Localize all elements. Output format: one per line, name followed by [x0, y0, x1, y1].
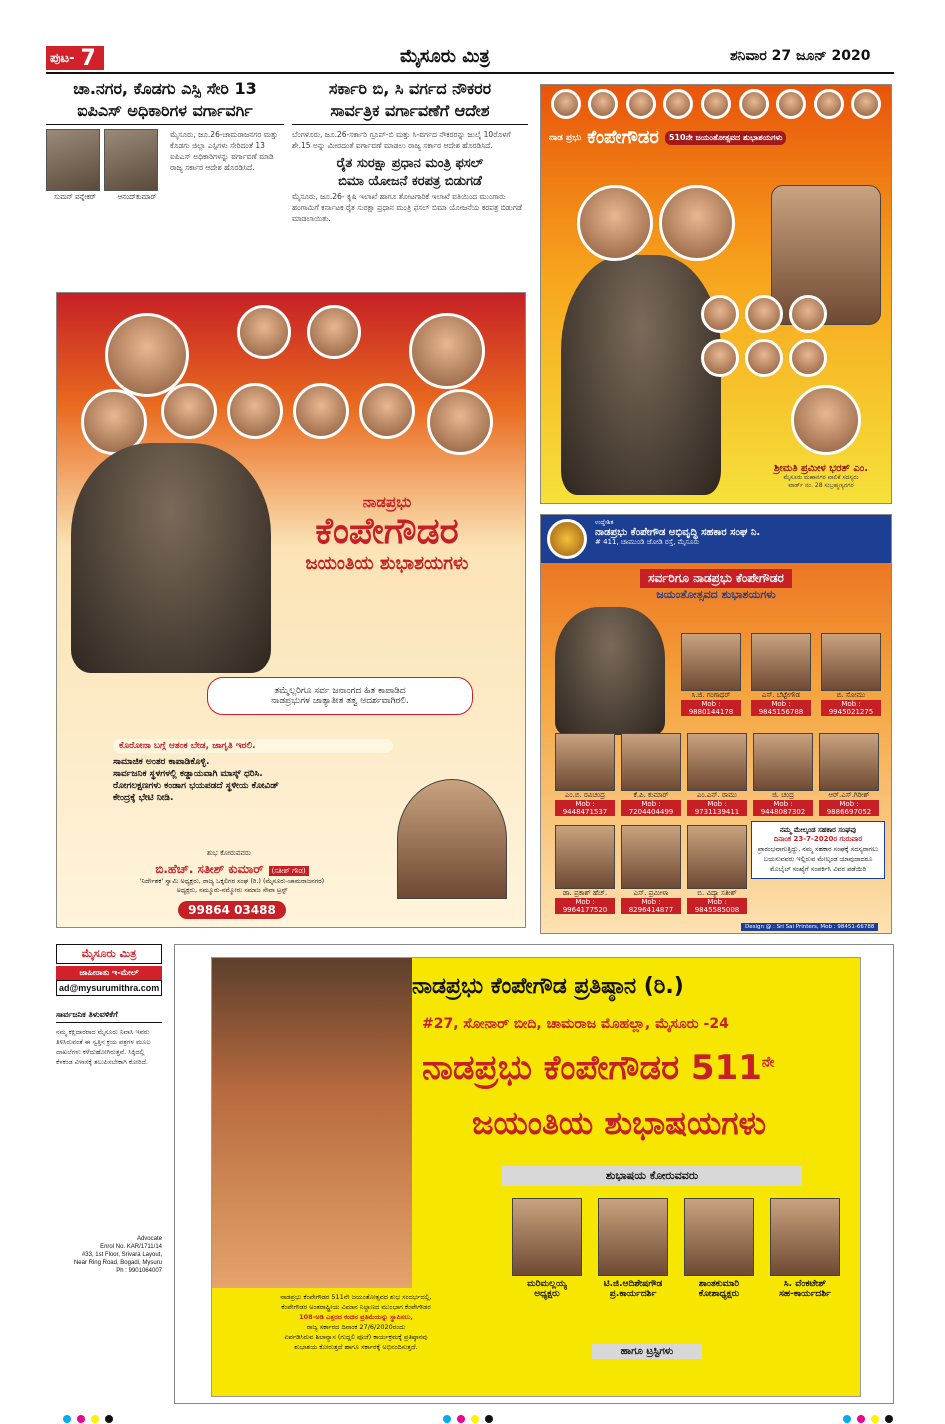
- advocate-enrol: Enrol No. KAR/1711/14: [100, 1244, 162, 1250]
- member-name: ಬಿ. ವಿದ್ಯಾ ಸತೀಶ್: [697, 889, 737, 897]
- ad-prefix: ನಾಡಪ್ರಭು: [362, 493, 412, 511]
- ad-subtitle: 510ನೇ ಜಯಂತೋತ್ಸವದ ಶುಭಾಶಯಗಳು: [665, 131, 787, 145]
- portrait: [551, 89, 581, 119]
- leader-portrait-large: [659, 185, 735, 261]
- member-name: ಜಿ. ಚಂದ್ರ: [772, 791, 794, 799]
- design-credit: Design @ : Sri Sai Printers, Mob : 98451-66788: [741, 923, 878, 931]
- kempegowda-statue-image: [561, 255, 721, 495]
- phone-badge: 99864 03488: [178, 901, 286, 919]
- portrait: [851, 89, 881, 119]
- article-body: ಬೆಂಗಳೂರು, ಜೂ.26-ಸರ್ಕಾರಿ ಗ್ರೂಪ್-ಬಿ ಮತ್ತು ಸಿ-ವರ್ಗದ ನೌಕರರನ್ನು ಜುಲೈ 10ರೊಳಗೆ ಶೇ.15 ಅನ್ನು ಮೀರದಂತೆ ವರ್ಗಾವಣೆ ಮಾಡಲು ರಾಜ್ಯ ಸರ್ಕಾರ ಆದೇಶ ಹೊರಡಿಸಿದೆ.: [292, 130, 511, 150]
- officer-photo-1: [46, 129, 100, 191]
- portrait: [745, 339, 783, 377]
- member-name: ಎಸ್. ಪ್ರಮೀಳಾ: [633, 889, 669, 897]
- kempegowda-statue-image: [555, 607, 665, 735]
- ad-title: ಸರ್ವರಿಗೂ ನಾಡಪ್ರಭು ಕೆಂಪೇಗೌಡರ: [640, 569, 792, 588]
- portrait: [663, 89, 693, 119]
- trustees-footer: ಹಾಗೂ ಟ್ರಸ್ಟಿಗಳು: [592, 1344, 702, 1359]
- ad-background: [211, 957, 861, 1397]
- advocate-address: Near Ring Road, Bogadi, Mysuru: [73, 1260, 162, 1266]
- greeter-label: ಶುಭ ಕೋರುವವರು: [207, 849, 251, 857]
- portrait: [409, 313, 485, 389]
- portrait: [701, 295, 739, 333]
- portrait: [237, 305, 291, 359]
- notice-date: ದಿನಾಂಕ 23-7-2020ರ ಗುರುವಾರ: [773, 835, 863, 843]
- greeter-nickname: (ಸತೀಶ್ ಗೌಡ): [269, 866, 309, 876]
- portrait: [161, 383, 217, 439]
- leaders-row: [541, 85, 891, 123]
- greeter-name: ಬಿ.ಹೆಚ್. ಸತೀಶ್ ಕುಮಾರ್: [155, 862, 264, 876]
- headline-line1: ಚಾ.ನಗರ, ಕೊಡಗು ಎಸ್ಪಿ ಸೇರಿ 13: [73, 79, 257, 98]
- description: [216, 1292, 496, 1352]
- ad-kempegowda-jayanti-center: [56, 292, 526, 928]
- member-photo: [687, 825, 747, 889]
- swamiji-portrait: [105, 313, 189, 397]
- portrait: [293, 383, 349, 439]
- ad-kempegowda-foundation-511: [174, 944, 894, 1404]
- member-photo: [821, 633, 881, 691]
- ad-prefix: ನಾಡ ಪ್ರಭು: [549, 132, 582, 143]
- covid-item: ಕೇಂದ್ರಕ್ಕೆ ಭೇಟಿ ನೀಡಿ.: [113, 793, 174, 803]
- member-name: ಎಂ.ಎನ್. ರಾಮು: [697, 791, 737, 799]
- greeter-role: 'ನಿರ್ದೇಶಕ' ಸ್ವಾಮಿ ಅಧ್ಯಕ್ಷರು, ರಾಜ್ಯ ಒಕ್ಕಲಿಗರ ಸಂಘ (ರಿ.) (ಮೈಸೂರು-ಚಾಮರಾಜನಗರ): [139, 877, 325, 885]
- ad-subtitle: ಜಯಂತೋತ್ಸವದ ಶುಭಾಶಯಗಳು: [656, 588, 776, 601]
- leader-portrait-large: [577, 185, 653, 261]
- greeter-block: [67, 849, 397, 918]
- member-mobile: Mob : 9845585008: [687, 898, 747, 914]
- page-number-tab: [46, 46, 104, 70]
- kempegowda-statue-image: [71, 443, 271, 673]
- description-line: 108-ಅಡಿ ಎತ್ತರದ ಕಂಚಿನ ಪ್ರತಿಮೆಯನ್ನು ಸ್ಥಾಪಿಸಲು,: [299, 1313, 413, 1321]
- trustee-photo: [598, 1198, 668, 1276]
- description-line: ಏರ್ಪಡಿಸಿರುವ ಶಿಲಾನ್ಯಾಸ (ಗುದ್ದಲಿ ಪೂಜೆ) ಕಾರ್ಯಕ್ರಮಕ್ಕೆ ಪ್ರತಿಷ್ಠಾನವು: [284, 1333, 428, 1341]
- trustee-name: ಸಿ. ವೆಂಕಟೇಶ್: [783, 1279, 827, 1289]
- member-mobile: Mob : 9886697052: [819, 800, 879, 816]
- covid-advisory: [113, 739, 393, 805]
- description-line: ಶುಭಾಶಯ ಕೋರುತ್ತದೆ ಹಾಗೂ ಸರ್ಕಾರಕ್ಕೆ ಅಭಿನಂದಿಸುತ್ತದೆ.: [294, 1343, 418, 1351]
- news-article-ips-transfer: [46, 78, 284, 278]
- officer-photo-2: [104, 129, 158, 191]
- photo-caption-2: ಆನಂದ್‌ಕುಮಾರ್: [117, 193, 157, 201]
- ad-kempegowda-510: [540, 84, 892, 504]
- ordinal-suffix: ನೇ: [761, 1054, 775, 1071]
- member-photo: [555, 825, 615, 889]
- headline-line2: ಐಪಿಎಸ್ ಅಧಿಕಾರಿಗಳ ವರ್ಗಾವರ್ಗಿ: [46, 100, 284, 125]
- portrait: [789, 295, 827, 333]
- member-mobile: Mob : 9731139411: [687, 800, 747, 816]
- ad-title-line1: ನಾಡಪ್ರಭು ಕೆಂಪೇಗೌಡರ 511: [422, 1048, 762, 1088]
- advocate-title: Advocate: [136, 1236, 162, 1242]
- foundation-address: #27, ಸೋನಾರ್ ಬೀದಿ, ಚಾಮರಾಜ ಮೊಹಲ್ಲಾ, ಮೈಸೂರು -24: [422, 1016, 729, 1032]
- ad-subtitle: ಜಯಂತಿಯ ಶುಭಾಶಯಗಳು: [305, 553, 469, 574]
- member-name: ಕೆ.ಪಿ. ಕುಮಾರ್: [633, 791, 669, 799]
- headline-line1: ಸರ್ಕಾರಿ ಬಿ, ಸಿ ವರ್ಗದ ನೌಕರರ: [328, 79, 492, 98]
- description-line: ರಾಜ್ಯ ಸರ್ಕಾರದ ದಿನಾಂಕ 27/6/2020ರಂದು: [306, 1323, 406, 1331]
- ad-cooperative-society: [540, 514, 892, 934]
- header-rule: [46, 72, 894, 74]
- portrait: [307, 305, 361, 359]
- email-address[interactable]: ad@mysurumithra.com: [56, 980, 162, 996]
- covid-item: ಸಾಮಾಜಿಕ ಅಂತರ ಕಾಪಾಡಿಕೊಳ್ಳಿ.: [113, 757, 210, 767]
- trustee-role: ಕೋಶಾಧ್ಯಕ್ಷರು: [698, 1289, 740, 1299]
- member-mobile: Mob : 9964177520: [555, 898, 615, 914]
- page-label: ಪುಟ-: [50, 50, 75, 66]
- issue-date: ಶನಿವಾರ 27 ಜೂನ್ 2020: [730, 48, 871, 64]
- member-mobile: Mob : 9448471537: [555, 800, 615, 816]
- logo-text: ಮೈಸೂರು ಮಿತ್ರ: [81, 947, 137, 960]
- member-name: ಎಂ.ಬಿ. ರವಿಚಂದ್ರ: [565, 791, 605, 799]
- greeter-role: ಅಧ್ಯಕ್ಷರು, ನಮ್ಮೂರು-ನಮ್ಮೋರು ಸಮಾಜ ಸೇವಾ ಟ್ರಸ್ಟ್: [176, 886, 288, 894]
- masthead: ಮೈಸೂರು ಮಿತ್ರ: [400, 46, 490, 67]
- foundation-name: ನಾಡಪ್ರಭು ಕೆಂಪೇಗೌಡ ಪ್ರತಿಷ್ಠಾನ (ರಿ.): [412, 974, 684, 999]
- org-banner: [541, 515, 891, 563]
- message-line2: ನಾಡಪ್ರಭುಗಳ ಜಾತ್ಯಾತೀತ ತತ್ವ ಆದರ್ಶವಾಗಿರಲಿ.: [271, 696, 409, 706]
- kempegowda-statue-image: [212, 958, 412, 1288]
- greeters-label: ಶುಭಾಷಯ ಕೋರುವವರು: [502, 1166, 802, 1186]
- registration-marks-center: [440, 1408, 496, 1424]
- ad-title: ಕೆಂಪೇಗೌಡರ: [315, 511, 459, 552]
- trustee-photo: [512, 1198, 582, 1276]
- sidebar-logo: [56, 944, 162, 964]
- registration-marks-left: [60, 1408, 116, 1424]
- headline-line4: ಬಿಮಾ ಯೋಜನೆ ಕರಪತ್ರ ಬಿಡುಗಡೆ: [338, 174, 482, 189]
- covid-heading: ಕೊರೋನಾ ಬಗ್ಗೆ ಆತಂಕ ಬೇಡ, ಜಾಗೃತಿ ಇರಲಿ.: [113, 739, 393, 753]
- ad-title-line2: ಜಯಂತಿಯ ಶುಭಾಷಯಗಳು: [472, 1104, 767, 1142]
- portrait: [739, 89, 769, 119]
- member-mobile: Mob : 7204404499: [621, 800, 681, 816]
- covid-item: ಸಾರ್ವಜನಿಕ ಸ್ಥಳಗಳಲ್ಲಿ ಕಡ್ಡಾಯವಾಗಿ ಮಾಸ್ಕ್ ಧರಿಸಿ.: [113, 769, 263, 779]
- portrait: [701, 89, 731, 119]
- corporator-name: ಶ್ರೀಮತಿ ಪ್ರಮೀಳ ಭರತ್ ಎಂ.: [773, 463, 869, 474]
- corporator-role: ಮೈಸೂರು ಮಹಾನಗರ ಪಾಲಿಕೆ ಸದಸ್ಯರು: [783, 474, 859, 481]
- member-name: ಸಿ.ಜಿ. ಗಂಗಾಧರ್: [691, 691, 731, 699]
- registration-marks-right: [840, 1408, 896, 1424]
- notice-heading: ಸಾರ್ವಜನಿಕ ತಿಳುವಳಿಕೆಗೆ: [56, 1010, 162, 1023]
- org-address: # 411, ಚಾಮುಂಡಿ ಜೋಡಿ ರಸ್ತೆ, ಮೈಸೂರು: [595, 538, 700, 546]
- member-mobile: Mob : 9945021275: [821, 700, 881, 716]
- trustee-role: ಅಧ್ಯಕ್ಷರು: [534, 1289, 560, 1299]
- greeter-portrait: [397, 779, 507, 899]
- message-box: [207, 677, 473, 715]
- portrait: [776, 89, 806, 119]
- photo-caption-1: ಸುಮನ್ ಪನ್ನೇಕರ್: [54, 193, 96, 201]
- ad-title: ಕೆಂಪೇಗೌಡರ: [587, 127, 659, 148]
- notice-body: ಪ್ರಾರಂಭವಾಗುತ್ತಿದ್ದು, ನಮ್ಮ ಸಹಕಾರ ಸಂಘಕ್ಕೆ ಸದಸ್ಯರಾಗಲು ಬಯಸುವವರು ಇಲ್ಲಿರುವ ಮೇಲ್ಕಂಡ ಯಾವುದಾದರೂ ಮೊಬೈಲ್ ಸಂಖ್ಯೆಗೆ ಸಂಪರ್ಕಿಸಿ ವಿವರ ಪಡೆಯಿರಿ: [757, 845, 879, 873]
- headline-line3: ರೈತ ಸುರಕ್ಷಾ ಪ್ರಧಾನ ಮಂತ್ರಿ ಫಸಲ್: [336, 156, 484, 171]
- advocate-address: #33, 1st Floor, Srivara Layout,: [81, 1252, 162, 1258]
- member-photo: [753, 733, 813, 791]
- member-mobile: Mob : 9845156788: [751, 700, 811, 716]
- trustee-name: ಟಿ.ಜಿ.ಆದಿಶೇಷಗೌಡ: [603, 1279, 663, 1289]
- portrait: [427, 389, 493, 455]
- description-line: ಕೆಂಪೇಗೌಡರ ಅಂತರಾಷ್ಟ್ರೀಯ ವಿಮಾನ ನಿಲ್ದಾಣದ ಮುಂಭಾಗ ಕೆಂಪೇಗೌಡರ: [281, 1303, 431, 1311]
- portrait: [701, 339, 739, 377]
- news-article-employee-transfer: [292, 78, 528, 278]
- member-photo: [819, 733, 879, 791]
- advocate-phone: Ph : 9901064007: [116, 1268, 162, 1274]
- trustee-role: ಪ್ರ.ಕಾರ್ಯದರ್ಶಿ: [609, 1289, 657, 1299]
- trustee-photo: [770, 1198, 840, 1276]
- member-photo: [751, 633, 811, 691]
- article-body: ಮೈಸೂರು, ಜೂ.26-ಚಾಮರಾಜನಗರ ಮತ್ತು ಕೊಡಗು ಜಿಲ್ಲಾ ಎಸ್ಪಿಗಳು ಸೇರಿದಂತೆ 13 ಐಪಿಎಸ್ ಅಧಿಕಾರಿಗಳನ್ನು ವರ್ಗಾವಣೆ ಮಾಡಿ ರಾಜ್ಯ ಸರ್ಕಾರ ಆದೇಶ ಹೊರಡಿಸಿದೆ.: [170, 130, 278, 172]
- corporator-portrait: [791, 385, 861, 455]
- member-photo: [555, 733, 615, 791]
- trustee-photo: [684, 1198, 754, 1276]
- sidebar-column: [56, 944, 162, 1404]
- member-mobile: Mob : 9880144178: [681, 700, 741, 716]
- member-name: ಬಿ. ಸೋಮು: [836, 691, 866, 699]
- trustee-role: ಸಹ-ಕಾರ್ಯದರ್ಶಿ: [779, 1289, 831, 1299]
- portrait: [745, 295, 783, 333]
- member-name: ಎಸ್. ಬೆಟ್ಟೇಗೌಡ: [761, 691, 801, 699]
- org-logo: [547, 519, 587, 559]
- trustee-name: ಮರಿಮಲ್ಲಯ್ಯ: [527, 1279, 567, 1289]
- member-photo: [681, 633, 741, 691]
- description-line: ನಾಡಪ್ರಭು ಕೆಂಪೇಗೌಡರ 511ನೇ ಜಯಂತೋತ್ಸವದ ಶುಭ ಸಂದರ್ಭದಲ್ಲಿ,: [280, 1293, 432, 1301]
- member-mobile: Mob : 9448087302: [753, 800, 813, 816]
- corporator-ward: ವಾರ್ಡ್ ನಂ. 28 ಸುಬ್ರಹ್ಮಣ್ಯನಗರ: [788, 482, 854, 489]
- member-photo: [621, 733, 681, 791]
- portrait: [359, 383, 415, 439]
- covid-item: ರೋಗಲಕ್ಷಣಗಳು ಕಂಡಾಗ ಭಯಪಡದೆ ಸ್ಥಳೀಯ ಕೋವಿಡ್: [113, 781, 279, 791]
- article-body-2: ಮೈಸೂರು, ಜೂ.26- ಕೃಷಿ ಇಲಾಖೆ ಹಾಗೂ ತೋಟಗಾರಿಕೆ ಇಲಾಖೆ ವತಿಯಿಂದ ಮುಂಗಾರು ಹಂಗಾಮಿಗೆ ಕರ್ನಾಟಕ ರೈತ ಸುರಕ್ಷಾ ಪ್ರಧಾನ ಮಂತ್ರಿ ಫಸಲ್ ಬಿಮಾ ಯೋಜನೆಯ ಕರಪತ್ರ ಬಿಡುಗಡೆ ಮಾಡಲಾಯಿತು.: [292, 192, 522, 223]
- email-label: ಜಾಹೀರಾತು ಇ-ಮೇಲ್: [56, 966, 162, 980]
- portrait: [588, 89, 618, 119]
- portrait: [789, 339, 827, 377]
- message-line1: ತಮ್ಮೆಲ್ಲರಿಗೂ ಸರ್ವ ಜನಾಂಗದ ಹಿತ ಕಾಪಾಡಿದ: [274, 686, 406, 696]
- member-photo: [687, 733, 747, 791]
- member-photo: [621, 825, 681, 889]
- org-name: ನಾಡಪ್ರಭು ಕೆಂಪೇಗೌಡ ಅಭಿವೃದ್ಧಿ ಸಹಕಾರ ಸಂಘ ನಿ.: [595, 527, 761, 538]
- portrait: [227, 383, 283, 439]
- notice-line: ನಮ್ಮ ಮೇಲ್ಕಂಡ ಸಹಕಾರ ಸಂಘವು: [779, 826, 857, 834]
- page-number: 7: [80, 45, 96, 71]
- membership-notice: [751, 821, 885, 879]
- headline-line2: ಸಾರ್ವತ್ರಿಕ ವರ್ಗಾವಣೆಗೆ ಆದೇಶ: [292, 100, 528, 125]
- notice-body: ನಮ್ಮ ಕಕ್ಷಿದಾರರಾದ ಮೈಸೂರು ನಿವಾಸಿ ಇವರು ತಿಳಿಸಿರುವಂತೆ ಈ ಸ್ವತ್ತಿನ ಕ್ರಯ ಪತ್ರಗಳ ಮೂಲ ದಾಖಲೆಗಳು ಕಳೆದುಹೋಗಿರುತ್ತವೆ. ಸಿಕ್ಕಿದಲ್ಲಿ ಕೆಳಕಂಡ ವಿಳಾಸಕ್ಕೆ ತಲುಪಿಸಬೇಕಾಗಿ ಕೋರಿದೆ.: [56, 1028, 151, 1066]
- org-tag: ಉದ್ದೇಶಿತ: [595, 519, 614, 526]
- member-name: ಆರ್.ಎಸ್.ಗಿರೀಶ್: [828, 791, 870, 799]
- member-name: ಡಾ. ಪ್ರಕಾಶ್ ಹೆಚ್.: [562, 889, 608, 897]
- trustee-name: ಶಾಂತಕುಮಾರಿ: [698, 1279, 740, 1289]
- portrait: [814, 89, 844, 119]
- portrait: [626, 89, 656, 119]
- member-mobile: Mob : 8296414877: [621, 898, 681, 914]
